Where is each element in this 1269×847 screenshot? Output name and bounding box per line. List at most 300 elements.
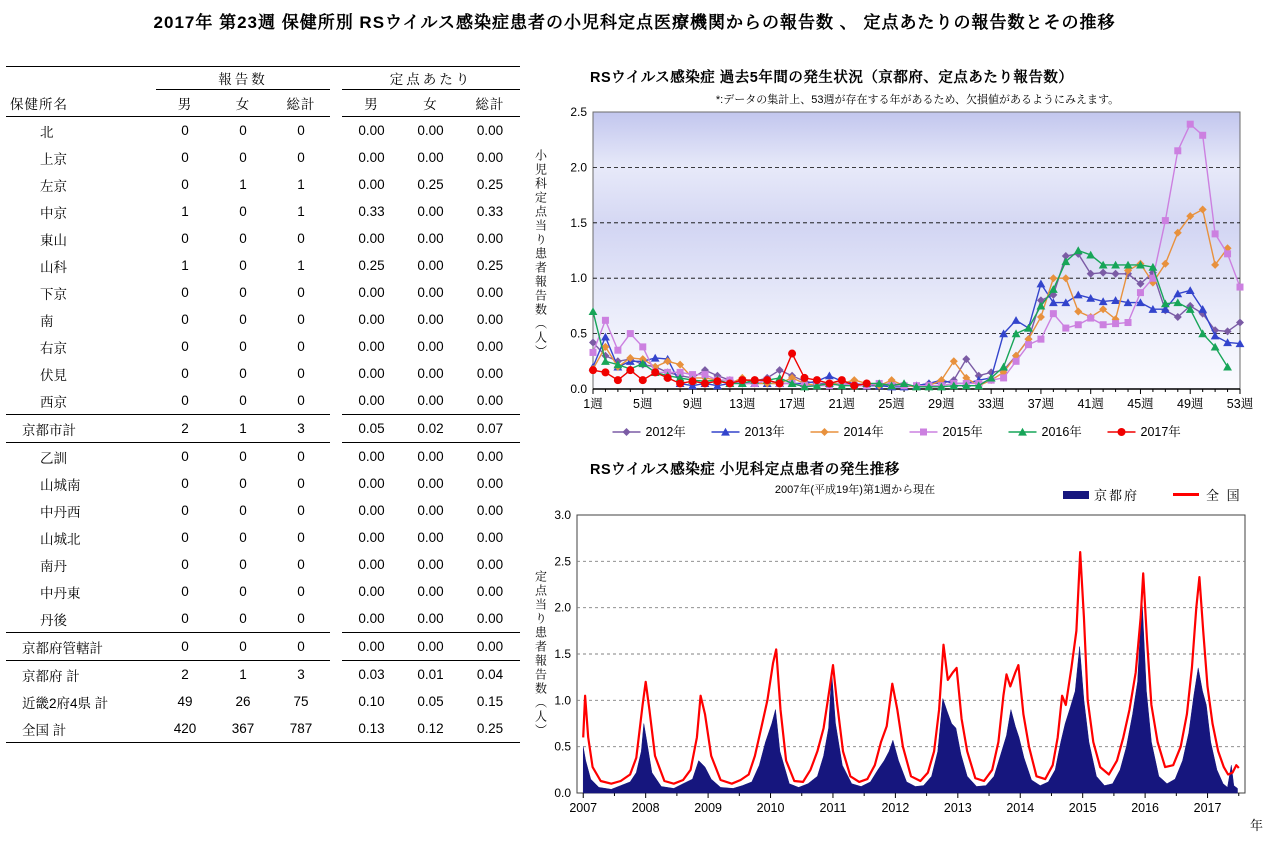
y-tick-label: 1.0 bbox=[570, 271, 587, 286]
series-marker bbox=[850, 382, 858, 390]
series-marker bbox=[626, 366, 634, 374]
x-tick-label: 49週 bbox=[1177, 397, 1204, 411]
value-cell: 0 bbox=[297, 449, 305, 464]
table-row bbox=[6, 225, 520, 252]
table-row bbox=[6, 633, 520, 661]
value-cell: 1 bbox=[297, 258, 305, 273]
table-row bbox=[6, 252, 520, 279]
row-name-cell: 山城北 bbox=[40, 531, 81, 547]
value-cell: 0.00 bbox=[358, 557, 385, 572]
row-name-cell: 下京 bbox=[40, 286, 67, 302]
y-tick-label: 0.0 bbox=[570, 382, 587, 396]
value-cell: 0.00 bbox=[358, 530, 385, 545]
value-cell: 0 bbox=[239, 530, 247, 545]
row-name-cell: 中丹西 bbox=[40, 504, 81, 520]
x-tick-label: 9週 bbox=[682, 397, 703, 411]
trend-chart-ylabel: 定点当り患者報告数（人） bbox=[533, 570, 548, 738]
legend-marker bbox=[821, 428, 829, 436]
x-tick-label: 33週 bbox=[977, 397, 1005, 411]
value-cell: 0 bbox=[297, 393, 305, 408]
value-cell: 0.00 bbox=[476, 503, 504, 518]
value-cell: 0.00 bbox=[417, 312, 444, 327]
value-cell: 0 bbox=[297, 123, 305, 138]
column-gap bbox=[330, 387, 342, 415]
table-row bbox=[6, 443, 520, 471]
table-row bbox=[6, 198, 520, 225]
column-gap bbox=[330, 225, 342, 252]
x-tick-label: 53週 bbox=[1226, 397, 1254, 411]
value-cell: 0.00 bbox=[476, 476, 504, 491]
value-cell: 49 bbox=[177, 694, 193, 709]
series-marker bbox=[1237, 284, 1244, 291]
value-cell: 75 bbox=[293, 694, 309, 709]
legend-label-kyoto: 京都府 bbox=[1094, 488, 1140, 503]
value-cell: 0.00 bbox=[358, 503, 385, 518]
series-marker bbox=[601, 368, 609, 376]
table-row bbox=[6, 578, 520, 605]
series-marker bbox=[1212, 230, 1219, 237]
legend-label: 2016年 bbox=[1041, 425, 1082, 439]
legend-label: 2013年 bbox=[744, 425, 785, 439]
value-cell: 0.25 bbox=[476, 177, 504, 192]
series-marker bbox=[1224, 250, 1231, 257]
series-marker bbox=[838, 376, 846, 384]
value-cell: 0 bbox=[239, 393, 247, 408]
weekly-chart-title: RSウイルス感染症 過去5年間の発生状況（京都府、定点あたり報告数） bbox=[590, 70, 1074, 86]
column-gap bbox=[330, 90, 342, 117]
value-cell: 0.00 bbox=[476, 312, 504, 327]
y-tick-label: 2.5 bbox=[554, 554, 571, 569]
x-tick-label: 2010 bbox=[756, 801, 785, 815]
value-cell: 0 bbox=[239, 476, 247, 491]
x-tick-label: 2012 bbox=[881, 801, 910, 815]
series-marker bbox=[1013, 358, 1020, 365]
value-cell: 0.00 bbox=[358, 584, 385, 599]
x-tick-label: 45週 bbox=[1127, 397, 1154, 411]
value-cell: 0.05 bbox=[417, 694, 444, 709]
row-name-cell: 近畿2府4県 計 bbox=[22, 695, 109, 711]
value-cell: 0.00 bbox=[358, 476, 385, 491]
table-row bbox=[6, 171, 520, 198]
row-name-cell: 右京 bbox=[40, 340, 67, 356]
corner-cell bbox=[6, 67, 156, 90]
legend-marker bbox=[623, 428, 631, 436]
series-marker bbox=[713, 377, 721, 385]
value-cell: 420 bbox=[156, 715, 214, 743]
series-marker bbox=[1050, 310, 1057, 317]
value-cell: 0 bbox=[297, 503, 305, 518]
value-cell: 0 bbox=[297, 285, 305, 300]
legend-marker bbox=[920, 429, 927, 436]
group-header-per-sentinel: 定点あたり bbox=[342, 67, 520, 90]
value-cell: 0 bbox=[297, 339, 305, 354]
y-tick-label: 2.0 bbox=[570, 160, 587, 175]
value-cell: 0.00 bbox=[476, 584, 504, 599]
x-tick-label: 2016 bbox=[1131, 801, 1160, 815]
column-gap bbox=[330, 524, 342, 551]
weekly-chart-note: *:データの集計上、53週が存在する年があるため、欠損値があるようにみえます。 bbox=[715, 94, 1120, 106]
value-cell: 0 bbox=[181, 285, 189, 300]
value-cell: 0.00 bbox=[476, 366, 504, 381]
row-name-cell: 伏見 bbox=[40, 367, 67, 383]
row-name-cell: 中京 bbox=[40, 205, 67, 221]
row-name-cell: 北 bbox=[40, 124, 54, 140]
column-gap bbox=[330, 171, 342, 198]
value-cell: 0.00 bbox=[476, 123, 504, 138]
column-gap bbox=[330, 252, 342, 279]
table-row bbox=[6, 415, 520, 443]
column-gap bbox=[330, 415, 342, 443]
y-tick-label: 0.5 bbox=[570, 326, 587, 341]
column-gap bbox=[330, 551, 342, 578]
row-name-cell: 山城南 bbox=[40, 477, 81, 493]
value-cell: 3 bbox=[297, 667, 305, 682]
value-cell: 0 bbox=[297, 366, 305, 381]
x-tick-label: 29週 bbox=[928, 397, 955, 411]
value-cell: 0.00 bbox=[476, 611, 504, 626]
sub-column-header: 総計 bbox=[460, 90, 520, 117]
table-row bbox=[6, 661, 520, 689]
table-row bbox=[6, 279, 520, 306]
value-cell: 0.05 bbox=[342, 415, 401, 443]
series-marker bbox=[1100, 321, 1107, 328]
sub-column-header: 女 bbox=[401, 90, 460, 117]
series-marker bbox=[701, 379, 709, 387]
series-marker bbox=[1037, 336, 1044, 343]
value-cell: 0.00 bbox=[476, 339, 504, 354]
series-marker bbox=[1062, 325, 1069, 332]
value-cell: 0 bbox=[297, 150, 305, 165]
column-gap bbox=[330, 443, 342, 471]
y-tick-label: 2.0 bbox=[554, 600, 571, 615]
value-cell: 0 bbox=[239, 312, 247, 327]
value-cell: 0.00 bbox=[417, 449, 444, 464]
series-marker bbox=[1112, 320, 1119, 327]
value-cell: 3 bbox=[272, 415, 330, 443]
series-marker bbox=[664, 374, 672, 382]
value-cell: 0.15 bbox=[476, 694, 504, 709]
row-name-cell: 西京 bbox=[40, 394, 67, 410]
series-marker bbox=[639, 376, 647, 384]
sub-column-header: 男 bbox=[156, 90, 214, 117]
value-cell: 0.02 bbox=[401, 415, 460, 443]
table-row bbox=[6, 605, 520, 633]
value-cell: 0 bbox=[239, 339, 247, 354]
column-gap bbox=[330, 306, 342, 333]
value-cell: 0.00 bbox=[358, 123, 385, 138]
column-gap bbox=[330, 605, 342, 633]
value-cell: 0 bbox=[239, 366, 247, 381]
series-marker bbox=[627, 330, 634, 337]
series-marker bbox=[590, 349, 597, 356]
value-cell: 0 bbox=[239, 285, 247, 300]
row-name-cell: 京都府 計 bbox=[22, 668, 80, 684]
value-cell: 0.00 bbox=[417, 476, 444, 491]
column-gap bbox=[330, 333, 342, 360]
row-name-cell: 東山 bbox=[40, 232, 67, 248]
column-gap bbox=[330, 67, 342, 90]
value-cell: 0.00 bbox=[476, 530, 504, 545]
row-name-cell: 山科 bbox=[40, 259, 67, 275]
value-cell: 0 bbox=[181, 530, 189, 545]
series-marker bbox=[614, 376, 622, 384]
value-cell: 0.00 bbox=[417, 150, 444, 165]
table-row bbox=[6, 360, 520, 387]
value-cell: 0.00 bbox=[417, 339, 444, 354]
value-cell: 0 bbox=[239, 449, 247, 464]
value-cell: 367 bbox=[214, 715, 272, 743]
x-tick-label: 17週 bbox=[778, 397, 806, 411]
group-header-reports: 報告数 bbox=[156, 67, 330, 90]
value-cell: 0 bbox=[181, 393, 189, 408]
value-cell: 0.25 bbox=[358, 258, 385, 273]
value-cell: 0.00 bbox=[358, 366, 385, 381]
value-cell: 0 bbox=[297, 312, 305, 327]
value-cell: 0.00 bbox=[417, 123, 444, 138]
value-cell: 0 bbox=[181, 339, 189, 354]
column-gap bbox=[330, 661, 342, 689]
value-cell: 0.07 bbox=[460, 415, 520, 443]
weekly-chart-ylabel: 小児科定点当り患者報告数（人） bbox=[533, 149, 548, 359]
value-cell: 0.00 bbox=[358, 177, 385, 192]
value-cell: 0.13 bbox=[342, 715, 401, 743]
y-tick-label: 1.5 bbox=[554, 647, 571, 661]
x-tick-label: 2009 bbox=[694, 801, 723, 815]
value-cell: 0 bbox=[239, 231, 247, 246]
trend-chart-title: RSウイルス感染症 小児科定点患者の発生推移 bbox=[590, 462, 900, 478]
x-tick-label: 21週 bbox=[828, 397, 856, 411]
value-cell: 0 bbox=[272, 633, 330, 661]
row-name-cell: 上京 bbox=[40, 151, 67, 167]
value-cell: 0 bbox=[181, 123, 189, 138]
value-cell: 0 bbox=[297, 611, 305, 626]
column-gap bbox=[330, 279, 342, 306]
column-gap bbox=[330, 497, 342, 524]
table-row bbox=[6, 117, 520, 145]
series-marker bbox=[763, 376, 771, 384]
value-cell: 0 bbox=[297, 584, 305, 599]
value-cell: 0.00 bbox=[417, 258, 444, 273]
value-cell: 0.00 bbox=[358, 312, 385, 327]
five-year-weekly-chart bbox=[530, 100, 1269, 445]
series-marker bbox=[1025, 341, 1032, 348]
page-title: 2017年 第23週 保健所別 RSウイルス感染症患者の小児科定点医療機関からの報告数 、 定点あたりの報告数とその推移 bbox=[153, 13, 1116, 32]
sub-column-header: 男 bbox=[342, 90, 401, 117]
value-cell: 0.00 bbox=[358, 231, 385, 246]
table-row bbox=[6, 524, 520, 551]
value-cell: 0 bbox=[239, 557, 247, 572]
value-cell: 0 bbox=[181, 177, 189, 192]
y-tick-label: 2.5 bbox=[570, 105, 587, 119]
column-gap bbox=[330, 470, 342, 497]
series-marker bbox=[1000, 374, 1007, 381]
series-marker bbox=[689, 377, 697, 385]
value-cell: 0.00 bbox=[417, 231, 444, 246]
series-marker bbox=[1187, 121, 1194, 128]
series-marker bbox=[1174, 147, 1181, 154]
x-tick-label: 1週 bbox=[583, 397, 603, 411]
series-marker bbox=[651, 368, 659, 376]
table-row bbox=[6, 688, 520, 715]
name-column-header: 保健所名 bbox=[6, 90, 156, 117]
legend-label: 2014年 bbox=[843, 425, 884, 439]
value-cell: 0 bbox=[239, 503, 247, 518]
value-cell: 0 bbox=[181, 312, 189, 327]
x-tick-label: 2007 bbox=[569, 801, 598, 815]
series-marker bbox=[1162, 217, 1169, 224]
trend-chart-legend bbox=[1063, 485, 1242, 504]
value-cell: 0 bbox=[181, 611, 189, 626]
column-gap bbox=[330, 688, 342, 715]
value-cell: 0.00 bbox=[476, 231, 504, 246]
value-cell: 0.00 bbox=[476, 449, 504, 464]
value-cell: 0.00 bbox=[476, 150, 504, 165]
value-cell: 0.00 bbox=[417, 285, 444, 300]
value-cell: 0 bbox=[297, 231, 305, 246]
table-row bbox=[6, 715, 520, 743]
series-marker bbox=[614, 347, 621, 354]
value-cell: 0.00 bbox=[358, 285, 385, 300]
x-tick-label: 2015 bbox=[1068, 801, 1097, 815]
series-marker bbox=[1199, 132, 1206, 139]
long-term-trend-chart bbox=[530, 505, 1269, 847]
x-tick-label: 25週 bbox=[878, 397, 905, 411]
x-tick-label: 37週 bbox=[1027, 397, 1055, 411]
value-cell: 1 bbox=[214, 415, 272, 443]
value-cell: 0.00 bbox=[417, 530, 444, 545]
value-cell: 0.03 bbox=[358, 667, 385, 682]
value-cell: 0 bbox=[181, 366, 189, 381]
row-name-cell: 中丹東 bbox=[40, 585, 81, 601]
row-name-cell: 丹後 bbox=[40, 612, 67, 628]
column-gap bbox=[330, 360, 342, 387]
value-cell: 0 bbox=[181, 557, 189, 572]
column-gap bbox=[330, 633, 342, 661]
series-marker bbox=[788, 350, 796, 358]
value-cell: 0.00 bbox=[358, 150, 385, 165]
y-tick-label: 1.0 bbox=[554, 693, 571, 708]
y-tick-label: 0.5 bbox=[554, 739, 571, 754]
series-marker bbox=[589, 366, 597, 374]
x-tick-label: 2014 bbox=[1006, 801, 1035, 815]
legend-label: 2012年 bbox=[645, 425, 686, 439]
y-tick-label: 0.0 bbox=[554, 786, 571, 800]
value-cell: 1 bbox=[239, 177, 247, 192]
series-marker bbox=[639, 343, 646, 350]
series-marker bbox=[1125, 319, 1132, 326]
value-cell: 0.00 bbox=[417, 584, 444, 599]
series-marker bbox=[1075, 321, 1082, 328]
column-gap bbox=[330, 715, 342, 743]
table-row bbox=[6, 306, 520, 333]
value-cell: 0 bbox=[181, 584, 189, 599]
y-tick-label: 3.0 bbox=[554, 508, 571, 522]
legend-label: 2017年 bbox=[1140, 425, 1181, 439]
x-tick-label: 2013 bbox=[943, 801, 972, 815]
value-cell: 0 bbox=[156, 633, 214, 661]
value-cell: 0.00 bbox=[460, 633, 520, 661]
value-cell: 1 bbox=[181, 258, 189, 273]
row-name-cell: 南丹 bbox=[40, 558, 67, 574]
series-marker bbox=[738, 376, 746, 384]
x-tick-label: 2011 bbox=[819, 801, 847, 815]
value-cell: 0 bbox=[181, 503, 189, 518]
x-tick-label: 13週 bbox=[729, 397, 756, 411]
table-row bbox=[6, 497, 520, 524]
table-row bbox=[6, 333, 520, 360]
series-marker bbox=[776, 379, 784, 387]
value-cell: 0 bbox=[181, 231, 189, 246]
value-cell: 0 bbox=[181, 449, 189, 464]
y-tick-label: 1.5 bbox=[570, 215, 587, 230]
value-cell: 2 bbox=[181, 667, 189, 682]
value-cell: 0 bbox=[297, 476, 305, 491]
series-marker bbox=[676, 379, 684, 387]
x-tick-label: 2017 bbox=[1193, 801, 1222, 815]
value-cell: 0.00 bbox=[476, 557, 504, 572]
sub-column-header: 女 bbox=[214, 90, 272, 117]
value-cell: 0.00 bbox=[417, 366, 444, 381]
value-cell: 0 bbox=[239, 611, 247, 626]
trend-chart-subtitle: 2007年(平成19年)第1週から現在 bbox=[774, 484, 936, 496]
table-row bbox=[6, 144, 520, 171]
value-cell: 1 bbox=[181, 204, 189, 219]
column-gap bbox=[330, 117, 342, 145]
x-tick-label: 41週 bbox=[1077, 397, 1104, 411]
series-marker bbox=[1137, 289, 1144, 296]
plot-area bbox=[593, 112, 1240, 389]
value-cell: 1 bbox=[239, 667, 247, 682]
value-cell: 0.00 bbox=[417, 503, 444, 518]
value-cell: 0.00 bbox=[476, 393, 504, 408]
series-marker bbox=[751, 376, 759, 384]
value-cell: 0 bbox=[214, 633, 272, 661]
x-tick-label: 5週 bbox=[633, 397, 653, 411]
value-cell: 0.12 bbox=[401, 715, 460, 743]
value-cell: 1 bbox=[297, 204, 305, 219]
value-cell: 0.00 bbox=[417, 557, 444, 572]
value-cell: 0 bbox=[239, 204, 247, 219]
series-marker bbox=[602, 317, 609, 324]
series-marker bbox=[813, 376, 821, 384]
value-cell: 1 bbox=[297, 177, 305, 192]
value-cell: 0 bbox=[239, 123, 247, 138]
value-cell: 0.33 bbox=[358, 204, 385, 219]
value-cell: 26 bbox=[235, 694, 251, 709]
x-tick-label: 2008 bbox=[631, 801, 660, 815]
value-cell: 0.10 bbox=[358, 694, 385, 709]
value-cell: 0 bbox=[239, 150, 247, 165]
value-cell: 0 bbox=[181, 476, 189, 491]
value-cell: 0.00 bbox=[476, 285, 504, 300]
value-cell: 2 bbox=[156, 415, 214, 443]
table-row bbox=[6, 551, 520, 578]
legend-item-kyoto bbox=[1063, 485, 1139, 504]
column-gap bbox=[330, 198, 342, 225]
kyoto-area-swatch bbox=[1063, 491, 1089, 499]
value-cell: 0 bbox=[297, 557, 305, 572]
series-marker bbox=[825, 379, 833, 387]
row-name-cell: 京都府管轄計 bbox=[6, 633, 156, 661]
value-cell: 0.33 bbox=[476, 204, 504, 219]
report-table bbox=[6, 66, 520, 743]
legend-marker bbox=[1118, 428, 1126, 436]
value-cell: 0 bbox=[239, 584, 247, 599]
x-axis-title: 年 bbox=[1249, 818, 1263, 833]
legend-item-national bbox=[1173, 485, 1242, 504]
legend-label: 2015年 bbox=[942, 425, 983, 439]
row-name-cell: 左京 bbox=[40, 178, 67, 194]
